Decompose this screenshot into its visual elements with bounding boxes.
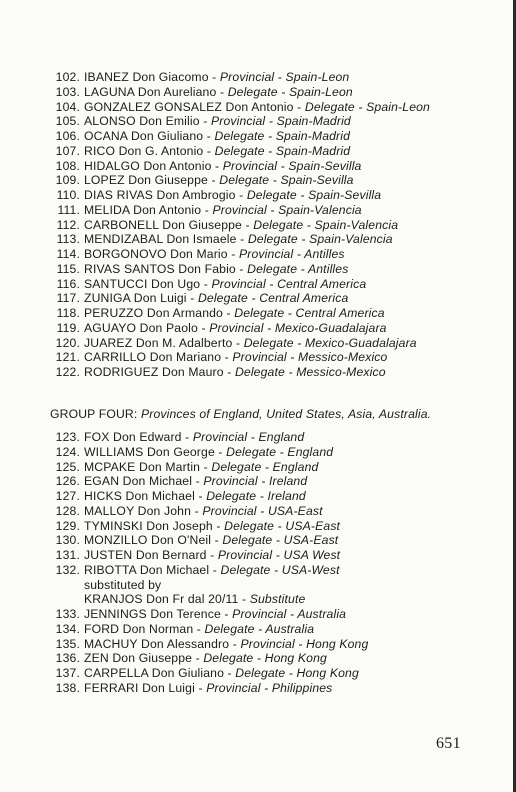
list-item: 122. RODRIGUEZ Don Mauro - Delegate - Messico-Mexico — [50, 365, 430, 380]
list-item: 129. TYMINSKI Don Joseph - Delegate - USA-East — [50, 519, 368, 534]
entry-name: HICKS Don Michael — [84, 489, 195, 503]
entry-number: 109. — [55, 173, 80, 188]
entry-role: Delegate - Spain-Sevilla — [246, 188, 382, 202]
entry-name: MALLOY Don John — [84, 503, 192, 518]
list-item: 118. PERUZZO Don Armando - Delegate - Central America — [50, 306, 430, 321]
entry-number: 106. — [55, 129, 80, 143]
entry-name: IBANEZ Don Giacomo — [84, 70, 209, 84]
entry-number: 114. — [56, 247, 80, 261]
entry-name: FOX Don Edward — [84, 430, 182, 444]
group-four-label: GROUP FOUR: — [50, 407, 138, 421]
entry-role: Provincial - Spain-Madrid — [210, 114, 351, 129]
entry-number: 135. — [55, 636, 80, 651]
entry-role: Provincial - Central America — [211, 276, 367, 291]
entry-name: HIDALGO Don Antonio — [84, 158, 212, 173]
entry-role: Delegate - Spain-Sevilla — [219, 173, 354, 188]
list-item: 130. MONZILLO Don O'Neil - Delegate - USA-East — [50, 533, 368, 548]
entry-role: Delegate - Ireland — [206, 489, 306, 503]
entry-role: Delegate - Spain-Valencia — [247, 232, 393, 247]
delegate-list-group-four — [50, 430, 368, 696]
entry-number: 111. — [57, 202, 80, 217]
entry-number: 117. — [56, 291, 80, 306]
entry-number: 119. — [56, 320, 80, 335]
entry-name: RICO Don G. Antonio — [84, 143, 204, 158]
list-item: 138. FERRARI Don Luigi - Provincial - Philippines — [50, 681, 368, 696]
entry-number: 107. — [55, 143, 80, 158]
entry-role: Delegate - Messico-Mexico — [234, 365, 386, 379]
entry-role: Delegate - Hong Kong — [203, 651, 327, 666]
list-item: 109. LOPEZ Don Giuseppe - Delegate - Spain-Sevilla — [50, 173, 430, 188]
list-item: 132. RIBOTTA Don Michael - Delegate - USA-West — [50, 563, 368, 578]
entry-name: CARPELLA Don Giuliano — [84, 666, 224, 680]
entry-number: 138. — [55, 680, 80, 695]
entry-number: 134. — [55, 621, 80, 636]
list-item: 121. CARRILLO Don Mariano - Provincial - Messico-Mexico — [50, 350, 430, 365]
entry-number: 112. — [56, 217, 80, 232]
entry-number: 116. — [56, 276, 80, 291]
entry-name: LOPEZ Don Giuseppe — [84, 173, 208, 188]
entry-number: 103. — [55, 84, 80, 99]
entry-number: 127. — [55, 489, 80, 503]
entry-number: 102. — [55, 70, 80, 84]
entry-role: Delegate - Central America — [234, 306, 385, 320]
entry-role: Provincial - England — [192, 430, 305, 444]
list-item: 133. JENNINGS Don Terence - Provincial - Australia — [50, 607, 368, 622]
entry-role: Delegate - USA-West — [220, 562, 340, 577]
entry-name: MENDIZABAL Don Ismaele — [84, 232, 237, 247]
entry-name: CARBONELL Don Giuseppe — [84, 217, 242, 232]
substitution-note: substituted by — [84, 577, 162, 592]
entry-number: 133. — [55, 607, 80, 621]
list-item: 131. JUSTEN Don Bernard - Provincial - USA West — [50, 548, 368, 563]
entry-number: 122. — [55, 365, 80, 379]
entry-number: 120. — [55, 335, 80, 350]
entry-role: Delegate - Australia — [204, 621, 315, 636]
entry-role: Provincial - Spain-Valencia — [212, 202, 362, 217]
list-item: 104. GONZALEZ GONSALEZ Don Antonio - Delegate - Spain-Leon — [50, 100, 430, 115]
entry-role: Delegate - Antilles — [247, 261, 349, 276]
entry-role: Provincial - Hong Kong — [240, 636, 369, 651]
entry-role: Provincial - Mexico-Guadalajara — [209, 320, 387, 335]
entry-number: 132. — [55, 562, 80, 577]
entry-name: MELIDA Don Antonio — [84, 202, 202, 217]
list-item: 107. RICO Don G. Antonio - Delegate - Spain-Madrid — [50, 144, 430, 159]
delegate-list-group-three — [50, 70, 430, 380]
entry-role: Provincial - Australia — [232, 607, 347, 621]
entry-role: Delegate - Hong Kong — [235, 666, 359, 680]
entry-number: 113. — [56, 232, 80, 247]
entry-number: 124. — [55, 444, 80, 459]
entry-name: JUAREZ Don M. Adalberto — [84, 335, 233, 350]
entry-name: EGAN Don Michael — [84, 474, 193, 489]
entry-name: OCANA Don Giuliano — [84, 129, 204, 143]
entry-name: JUSTEN Don Bernard — [84, 548, 207, 562]
entry-number: 118. — [56, 306, 80, 320]
entry-role: Provincial - Spain-Sevilla — [222, 158, 362, 173]
entry-number: 126. — [55, 474, 80, 489]
entry-name: TYMINSKI Don Joseph — [84, 518, 213, 533]
entry-number: 105. — [55, 114, 80, 129]
entry-name: MCPAKE Don Martin — [84, 459, 201, 474]
list-item: 136. ZEN Don Giuseppe - Delegate - Hong Kong — [50, 651, 368, 666]
entry-role: Delegate - Mexico-Guadalajara — [243, 335, 417, 350]
entry-name: SANTUCCI Don Ugo — [84, 276, 201, 291]
list-item: 106. OCANA Don Giuliano - Delegate - Spain-Madrid — [50, 129, 430, 144]
entry-number: 115. — [56, 261, 80, 276]
entry-name: RIBOTTA Don Michael — [84, 562, 210, 577]
list-item: 103. LAGUNA Don Aureliano - Delegate - Spain-Leon — [50, 85, 430, 100]
list-item: 127. HICKS Don Michael - Delegate - Ireland — [50, 489, 368, 504]
entry-role: Delegate - Central America — [197, 291, 349, 306]
entry-name: ZUNIGA Don Luigi — [84, 291, 187, 306]
entry-name: ALONSO Don Emilio — [84, 114, 200, 129]
list-item: 124. WILLIAMS Don George - Delegate - England — [50, 445, 368, 460]
entry-number: 137. — [55, 666, 80, 680]
entry-name: JENNINGS Don Terence — [84, 607, 221, 621]
entry-name: WILLIAMS Don George — [84, 444, 215, 459]
entry-role: Delegate - USA-East — [222, 533, 339, 548]
entry-number: 130. — [55, 533, 80, 548]
entry-number: 128. — [55, 503, 80, 518]
list-item: 115. RIVAS SANTOS Don Fabio - Delegate - Antilles — [50, 262, 430, 277]
entry-role: Delegate - Spain-Valencia — [253, 217, 399, 232]
list-item: 111. MELIDA Don Antonio - Provincial - Spain-Valencia — [50, 203, 430, 218]
entry-number: 129. — [55, 518, 80, 533]
entry-number: 125. — [55, 459, 80, 474]
entry-name: LAGUNA Don Aureliano — [84, 84, 217, 99]
list-item: 137. CARPELLA Don Giuliano - Delegate - Hong Kong — [50, 666, 368, 681]
entry-number: 110. — [56, 188, 80, 202]
entry-role: Delegate - Spain-Leon — [227, 84, 353, 99]
entry-number: 123. — [55, 430, 80, 444]
list-item: 123. FOX Don Edward - Provincial - England — [50, 430, 368, 445]
entry-role: Delegate - Spain-Leon — [304, 99, 430, 114]
entry-name: BORGONOVO Don Mario — [84, 247, 228, 261]
entry-number: 104. — [55, 99, 80, 114]
entry-name: FORD Don Norman — [84, 621, 194, 636]
entry-role: Provincial - Antilles — [239, 247, 345, 261]
entry-role: Provincial - USA West — [217, 548, 341, 562]
entry-role: Provincial - Philippines — [206, 680, 333, 695]
list-item: 126. EGAN Don Michael - Provincial - Ireland — [50, 474, 368, 489]
entry-role: Delegate - Spain-Madrid — [214, 129, 351, 143]
list-item: 128. MALLOY Don John - Provincial - USA-East — [50, 504, 368, 519]
list-item: 120. JUAREZ Don M. Adalberto - Delegate - Mexico-Guadalajara — [50, 336, 430, 351]
list-item: 108. HIDALGO Don Antonio - Provincial - Spain-Sevilla — [50, 159, 430, 174]
group-four-title: Provinces of England, United States, Asia, Australia. — [140, 407, 432, 421]
list-item: 135. MACHUY Don Alessandro - Provincial - Hong Kong — [50, 637, 368, 652]
entry-role: Provincial - Ireland — [203, 474, 308, 489]
entry-name: DIAS RIVAS Don Ambrogio — [84, 188, 236, 202]
group-four-heading — [50, 407, 431, 421]
substitute-entry: KRANJOS Don Fr dal 20/11 - Substitute — [84, 592, 306, 607]
entry-name: ZEN Don Giuseppe — [84, 651, 193, 666]
entry-name: MACHUY Don Alessandro — [84, 636, 230, 651]
page-number: 651 — [436, 735, 461, 752]
entry-role: Delegate - England — [211, 459, 319, 474]
entry-number: 136. — [55, 651, 80, 666]
list-item: 110. DIAS RIVAS Don Ambrogio - Delegate - Spain-Sevilla — [50, 188, 430, 203]
entry-name: FERRARI Don Luigi — [84, 680, 195, 695]
list-item: 134. FORD Don Norman - Delegate - Australia — [50, 622, 368, 637]
list-item: 105. ALONSO Don Emilio - Provincial - Spain-Madrid — [50, 114, 430, 129]
entry-name: RODRIGUEZ Don Mauro — [84, 365, 224, 379]
list-item: 114. BORGONOVO Don Mario - Provincial - Antilles — [50, 247, 430, 262]
substitute-name: KRANJOS Don Fr dal 20/11 — [84, 592, 239, 607]
entry-number: 108. — [55, 158, 80, 173]
entry-role: Delegate - England — [226, 444, 334, 459]
entry-role: Provincial - USA-East — [202, 503, 323, 518]
list-item: 117. ZUNIGA Don Luigi - Delegate - Central America — [50, 291, 430, 306]
substitute-role: Substitute — [249, 592, 306, 607]
entry-name: PERUZZO Don Armando — [84, 306, 223, 320]
entry-name: RIVAS SANTOS Don Fabio — [84, 261, 236, 276]
entry-name: AGUAYO Don Paolo — [84, 320, 198, 335]
list-item: 102. IBANEZ Don Giacomo - Provincial - Spain-Leon — [50, 70, 430, 85]
list-item: 125. MCPAKE Don Martin - Delegate - England — [50, 460, 368, 475]
entry-role: Delegate - USA-East — [224, 518, 341, 533]
list-item: 119. AGUAYO Don Paolo - Provincial - Mexico-Guadalajara — [50, 321, 430, 336]
entry-name: CARRILLO Don Mariano — [84, 350, 222, 365]
list-item: 112. CARBONELL Don Giuseppe - Delegate - Spain-Valencia — [50, 218, 430, 233]
entry-name: MONZILLO Don O'Neil — [84, 533, 212, 548]
entry-role: Delegate - Spain-Madrid — [214, 143, 351, 158]
entry-number: 131. — [55, 548, 80, 562]
list-item: 113. MENDIZABAL Don Ismaele - Delegate - Spain-Valencia — [50, 232, 430, 247]
entry-role: Provincial - Spain-Leon — [219, 70, 350, 84]
entry-number: 121. — [55, 350, 80, 365]
list-item: 116. SANTUCCI Don Ugo - Provincial - Central America — [50, 277, 430, 292]
entry-role: Provincial - Messico-Mexico — [232, 350, 388, 365]
entry-name: GONZALEZ GONSALEZ Don Antonio — [84, 99, 294, 114]
